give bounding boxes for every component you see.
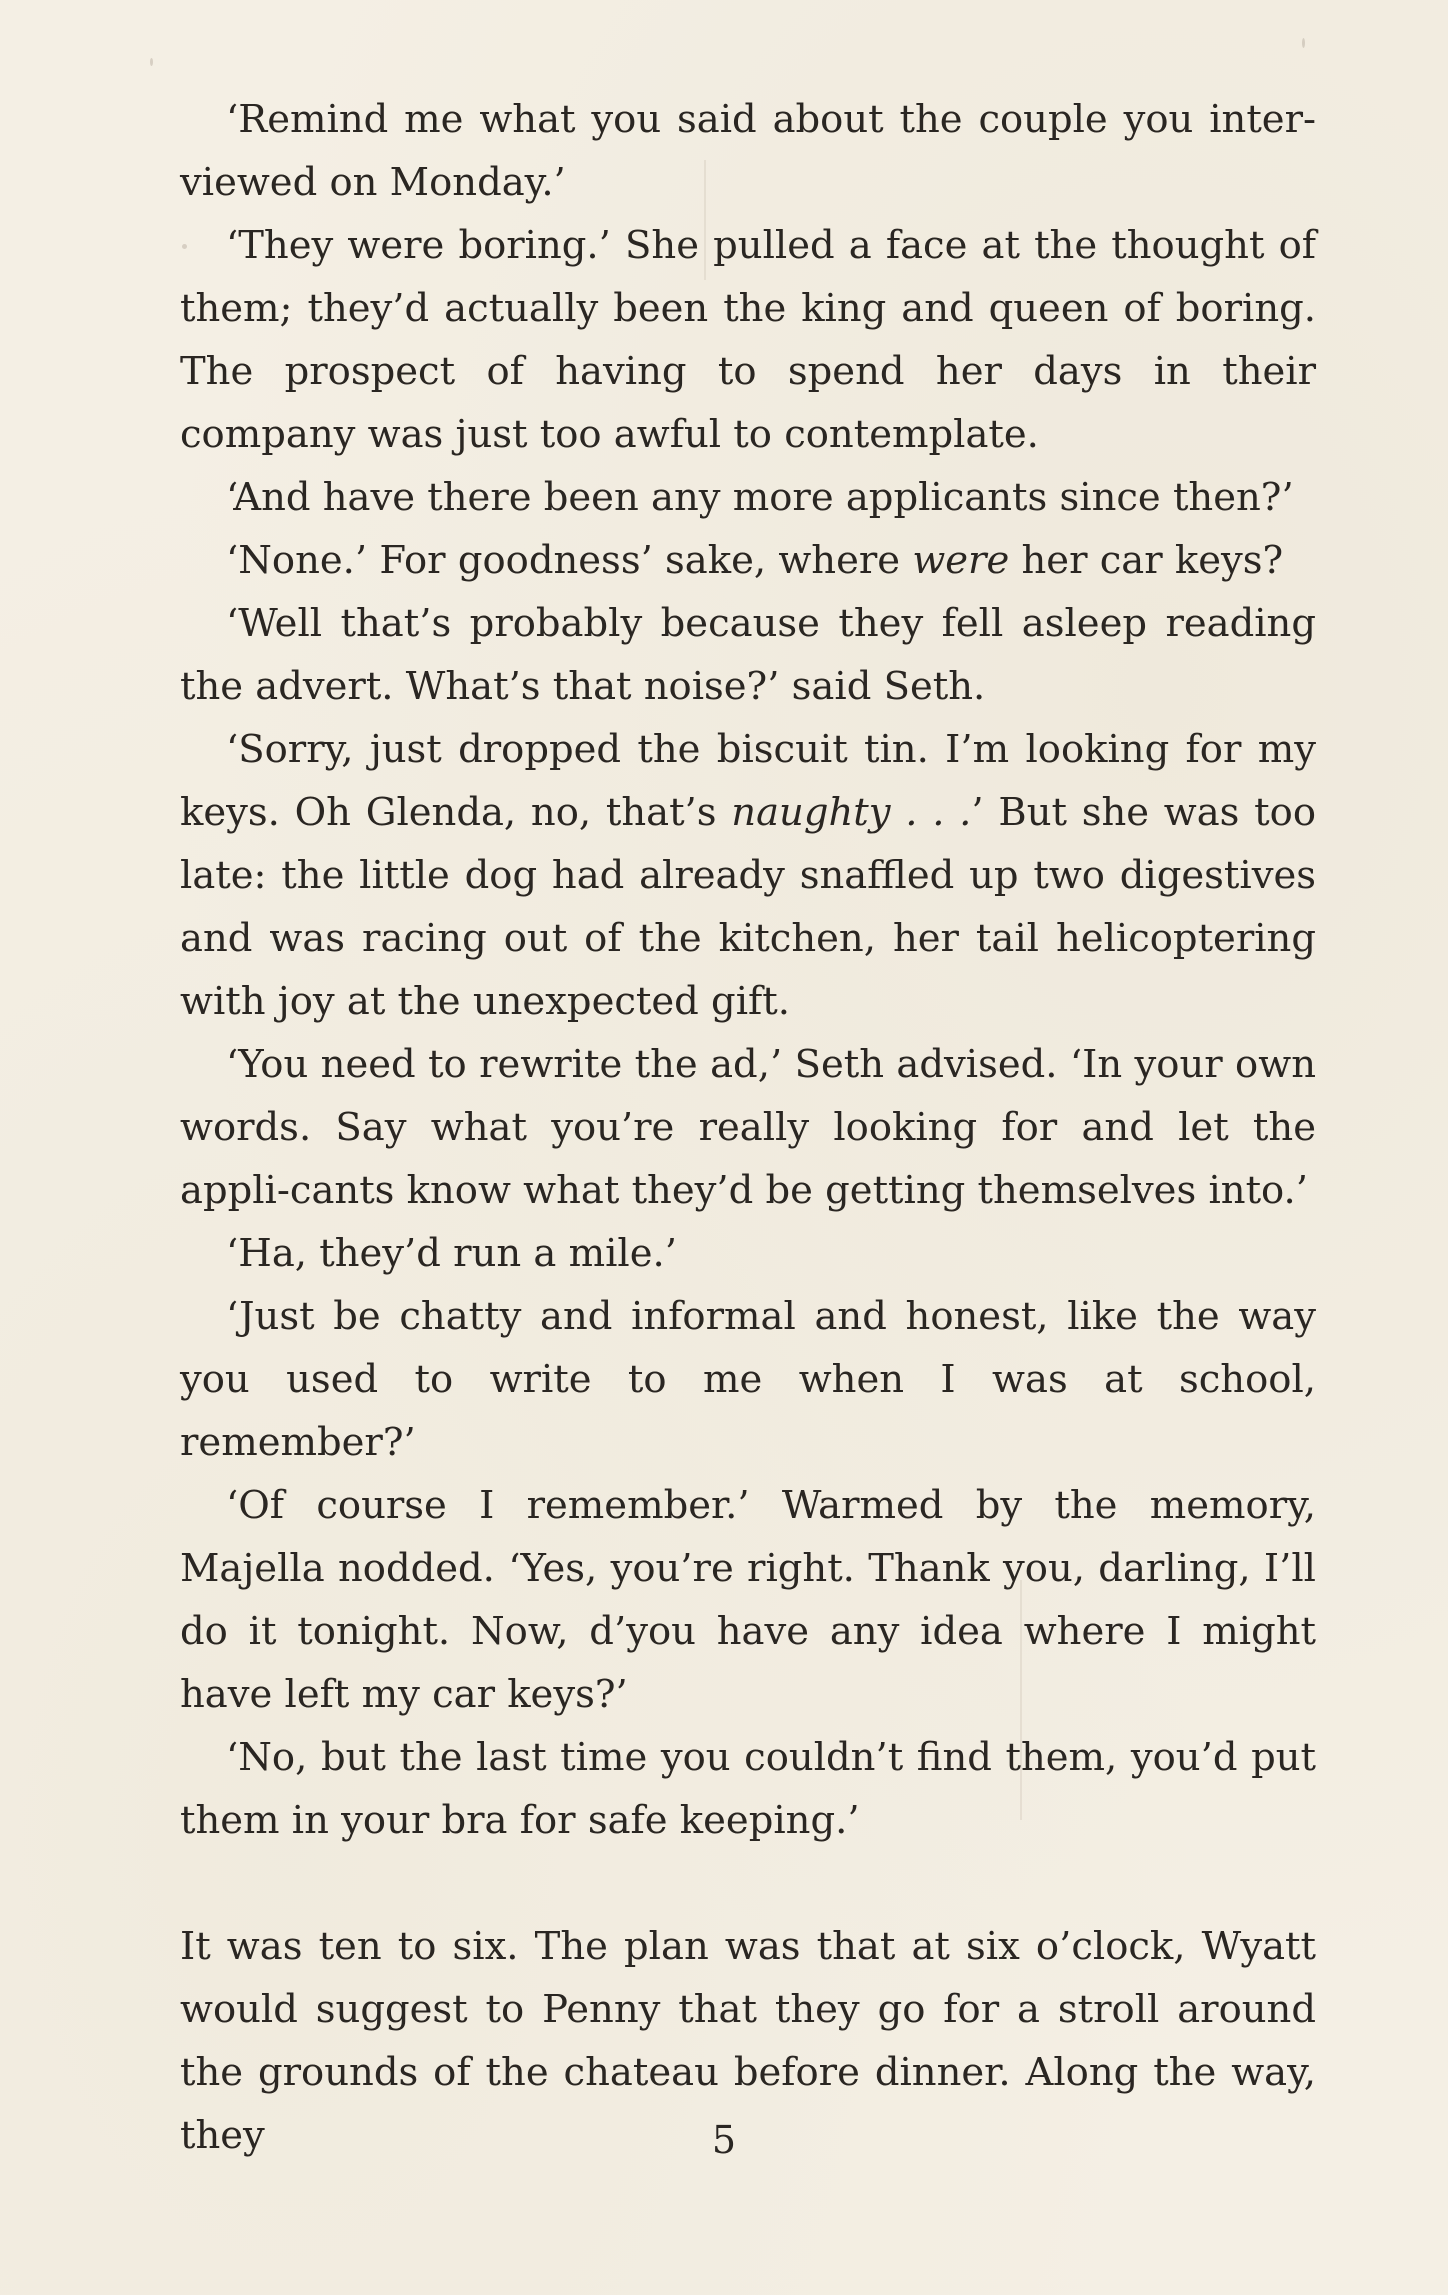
text-run: ‘None.’ For goodness’ sake, where [226,538,913,583]
paper-speck [1302,38,1305,48]
text-run: ‘Remind me what you said about the couple you inter-viewed on Monday.’ [180,97,1316,205]
paper-speck [150,58,153,66]
paragraph [180,1222,1316,1285]
page-number: 5 [711,2118,737,2162]
text-run: ‘No, but the last time you couldn’t find them, you’d put them in your bra for safe keeping.’ [180,1735,1316,1843]
paragraph [180,1726,1316,1852]
section-break [180,1852,1316,1915]
text-run: It was ten to six. The plan was that at six o’clock, Wyatt would suggest to Penny that they go for a stroll around the grounds of the chateau before dinner. Along the way, they [180,1924,1316,2158]
paragraph [180,1474,1316,1726]
text-run: ‘Just be chatty and informal and honest, like the way you used to write to me when I was at school, remember?’ [180,1294,1316,1465]
text-run: ’ But she was too late: the little dog had already snaffled up two digestives and was racing out of the kitchen, her tail helicoptering with joy at the unexpected gift. [180,790,1316,1024]
text-run: ‘And have there been any more applicants since then?’ [226,475,1294,520]
paragraph [180,718,1316,1033]
paragraph [180,592,1316,718]
paragraph [180,1033,1316,1222]
text-run: ‘You need to rewrite the ad,’ Seth advised. ‘In your own words. Say what you’re really looking for and let the appli-cants know what they’d be getting themselves into.’ [180,1042,1316,1213]
italic-text: were [912,538,1010,583]
paragraph [180,466,1316,529]
text-run: ‘Sorry, just dropped the biscuit tin. I’m looking for my keys. Oh Glenda, no, that’s [180,727,1316,835]
paragraph [180,1285,1316,1474]
text-run: ‘Well that’s probably because they fell asleep reading the advert. What’s that noise?’ said Seth. [180,601,1316,709]
paragraph [180,88,1316,214]
text-run: her car keys? [1009,538,1284,583]
text-run: ‘Ha, they’d run a mile.’ [226,1231,677,1276]
paragraph [180,214,1316,466]
paragraph [180,529,1316,592]
text-run: ‘Of course I remember.’ Warmed by the memory, Majella nodded. ‘Yes, you’re right. Thank you, darling, I’ll do it tonight. Now, d’you have any idea where I might have left my car keys?’ [180,1483,1316,1717]
italic-text: naughty . . . [731,790,972,835]
body-text [180,88,1316,2167]
text-run: ‘They were boring.’ She pulled a face at the thought of them; they’d actually been the king and queen of boring. The prospect of having to spend her days in their company was just too awful to contemplate. [180,223,1316,457]
